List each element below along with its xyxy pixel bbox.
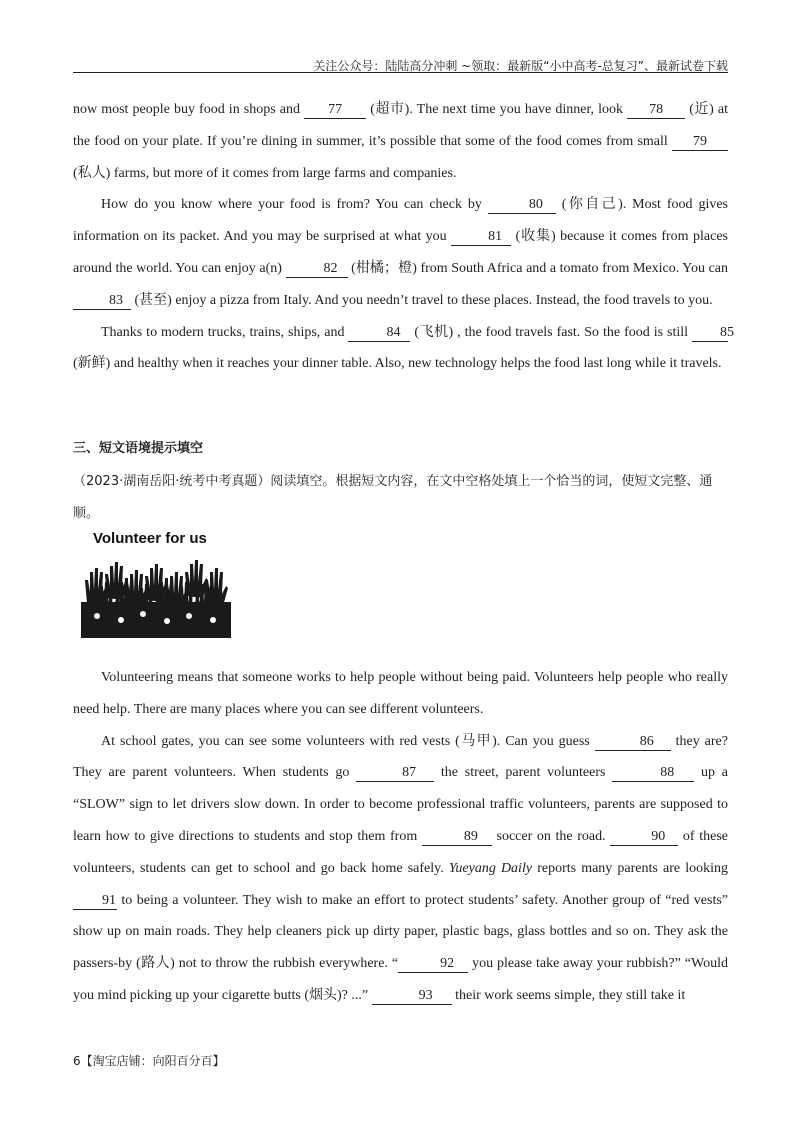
text: you please take away your rubbish?” “Would you mind picking up your cigarette butts (烟头)? ...” (73, 956, 728, 1003)
passage-1-paragraph-3 (73, 317, 734, 381)
text: How do you know where your food is from? You can check by (101, 197, 488, 213)
blank-91[interactable]: 91 (73, 893, 117, 910)
poster-title: Volunteer for us (93, 530, 207, 547)
blank-86[interactable]: 86 (595, 734, 671, 751)
blank-78[interactable]: 78 (627, 102, 685, 119)
passage-1-paragraph-1 (73, 94, 728, 189)
text: (你自己). Most food gives information on its packet. And you may be surprised at what you (73, 197, 728, 245)
blank-82[interactable]: 82 (286, 261, 348, 278)
text: (超市). The next time you have dinner, look (366, 102, 628, 117)
text: their work seems simple, they still take it (451, 987, 686, 1003)
raised-hands-icon (77, 528, 237, 644)
text: (新鲜) and healthy when it reaches your dinner table. Also, new technology helps the food last long while it travels. (73, 356, 722, 372)
passage-2 (73, 662, 728, 1012)
passage-1 (73, 94, 734, 380)
newspaper-name: Yueyang Daily (448, 860, 533, 876)
blank-83[interactable]: 83 (73, 293, 131, 310)
text: to being a volunteer. They wish to make an effort to protect students’ safety. Another group of “red vests” show up on main roads. They help cleaners pick up dirty paper, plastic bags, glass bottles and so on. They ask the passers-by (路人) not to throw the rubbish everywhere. “ (73, 892, 728, 972)
blank-85[interactable]: 85 (692, 325, 728, 342)
text: now most people buy food in shops and (73, 102, 305, 117)
passage-2-paragraph-1: Volunteering means that someone works to help people without being paid. Volunteers help people who really need help. There are many places where you can see different volunteers. (73, 670, 728, 717)
text: Thanks to modern trucks, trains, ships, and (101, 324, 349, 340)
blank-81[interactable]: 81 (451, 229, 511, 246)
text: up a “SLOW” sign to let drivers slow down. In order to become professional traffic volunteers, parents are supposed to learn how to give directions to students and stop them from (73, 765, 728, 844)
text: reports many parents are looking (532, 860, 728, 876)
blank-92[interactable]: 92 (398, 956, 468, 973)
text: they are? They are parent volunteers. When students go (73, 733, 728, 781)
blank-80[interactable]: 80 (488, 197, 556, 214)
blank-79[interactable]: 79 (672, 134, 728, 151)
volunteer-poster-image (77, 528, 237, 644)
section-title: 三、短文语境提示填空 (73, 441, 204, 456)
text: (近) at the food on your plate. If you’re dining in summer, it’s possible that some of the food comes from small (73, 102, 728, 149)
blank-88[interactable]: 88 (612, 765, 694, 782)
text: of these volunteers, students can get to school and go back home safely. (73, 828, 729, 876)
section-instruction: （2023·湖南岳阳·统考中考真题）阅读填空。根据短文内容，在文中空格处填上一个恰当的词，使短文完整、通顺。 (73, 474, 713, 521)
page-footer: 6【淘宝店铺：向阳百分百】 (73, 1054, 225, 1068)
text: At school gates, you can see some volunteers with red vests (马甲). Can you guess (101, 733, 595, 749)
blank-90[interactable]: 90 (610, 829, 678, 846)
blank-77[interactable]: 77 (304, 102, 366, 119)
text: the street, parent volunteers (434, 765, 613, 781)
blank-87[interactable]: 87 (356, 765, 434, 782)
page-header: 关注公众号：陆陆高分冲刺 ~领取：最新版“小中高考-总复习”、最新试卷下载 (313, 59, 728, 73)
text: (飞机) , the food travels fast. So the food is still (410, 324, 692, 340)
text: (私人) farms, but more of it comes from large farms and companies. (73, 165, 457, 181)
blank-84[interactable]: 84 (348, 325, 410, 342)
passage-1-paragraph-2 (73, 189, 728, 316)
text: soccer on the road. (491, 828, 611, 844)
passage-2-paragraph-2 (73, 726, 728, 1012)
header-rule (73, 72, 728, 73)
text: (柑橘；橙) from South Africa and a tomato from Mexico. You can (347, 260, 728, 276)
blank-93[interactable]: 93 (372, 988, 452, 1005)
blank-89[interactable]: 89 (422, 829, 492, 846)
text: (收集) because it comes from places around the world. You can enjoy a(n) (73, 229, 729, 276)
text: (甚至) enjoy a pizza from Italy. And you needn’t travel to these places. Instead, the food travels to you. (131, 292, 713, 308)
